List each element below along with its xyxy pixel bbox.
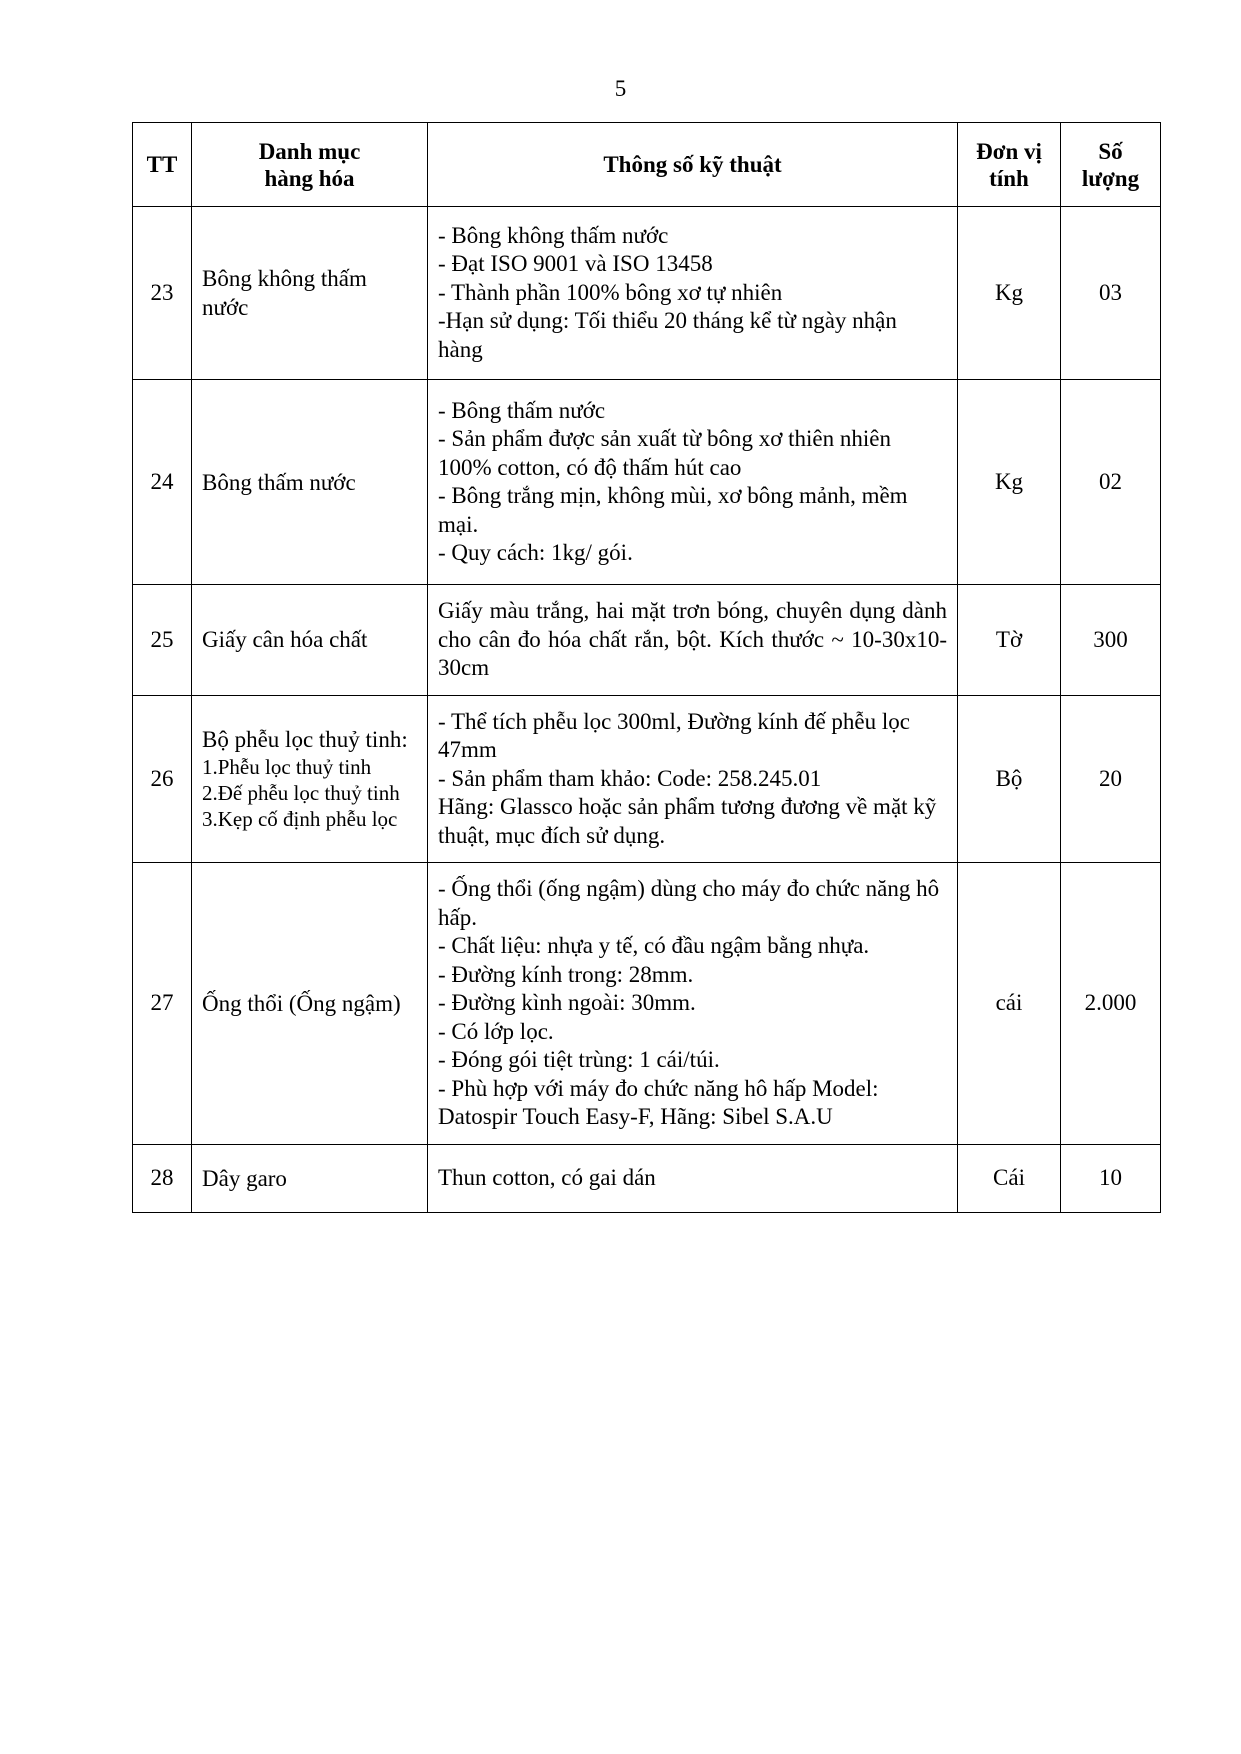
row-specification: - Bông không thấm nước - Đạt ISO 9001 và ISO 13458 - Thành phần 100% bông xơ tự nhiên -Hạn sử dụng: Tối thiểu 20 tháng kể từ ngày nhận hàng — [428, 207, 958, 380]
page-number: 5 — [614, 76, 627, 101]
row-specification: Thun cotton, có gai dán — [428, 1144, 958, 1212]
row-quantity: 20 — [1061, 695, 1161, 863]
row-quantity: 300 — [1061, 585, 1161, 696]
row-tt: 27 — [133, 863, 192, 1145]
row-item-name: Bông thấm nước — [192, 380, 428, 585]
row-item-components: 1.Phễu lọc thuỷ tinh 2.Đế phễu lọc thuỷ tinh 3.Kẹp cố định phễu lọc — [202, 754, 400, 831]
table-row — [133, 695, 1161, 863]
row-tt: 24 — [133, 380, 192, 585]
header-specification: Thông số kỹ thuật — [428, 123, 958, 207]
header-quantity: Số lượng — [1061, 123, 1161, 207]
header-item-name: Danh mục hàng hóa — [192, 123, 428, 207]
row-item-name: Dây garo — [192, 1144, 428, 1212]
row-unit: Bộ — [958, 695, 1061, 863]
row-item-name-cell — [192, 695, 428, 863]
header-tt: TT — [133, 123, 192, 207]
header-unit: Đơn vị tính — [958, 123, 1061, 207]
row-quantity: 2.000 — [1061, 863, 1161, 1145]
row-unit: Kg — [958, 207, 1061, 380]
row-quantity: 03 — [1061, 207, 1161, 380]
row-specification: - Bông thấm nước - Sản phẩm được sản xuất từ bông xơ thiên nhiên 100% cotton, có độ thấm hút cao - Bông trắng mịn, không mùi, xơ bông mảnh, mềm mại. - Quy cách: 1kg/ gói. — [428, 380, 958, 585]
row-item-name: Bông không thấm nước — [192, 207, 428, 380]
row-quantity: 02 — [1061, 380, 1161, 585]
row-item-name: Ống thổi (Ống ngậm) — [192, 863, 428, 1145]
row-unit: Kg — [958, 380, 1061, 585]
table-row — [133, 207, 1161, 380]
row-item-name: Bộ phễu lọc thuỷ tinh: — [202, 726, 408, 752]
table-row — [133, 380, 1161, 585]
table-row — [133, 1144, 1161, 1212]
table-row — [133, 585, 1161, 696]
row-specification: - Ống thổi (ống ngậm) dùng cho máy đo chức năng hô hấp. - Chất liệu: nhựa y tế, có đầu ngậm bằng nhựa. - Đường kính trong: 28mm. - Đường kình ngoài: 30mm. - Có lớp lọc. - Đóng gói tiệt trùng: 1 cái/túi. - Phù hợp với máy đo chức năng hô hấp Model: Datospir Touch Easy-F, Hãng: Sibel S.A.U — [428, 863, 958, 1145]
row-specification: Giấy màu trắng, hai mặt trơn bóng, chuyên dụng dành cho cân đo hóa chất rắn, bột. Kích thước ~ 10-30x10-30cm — [428, 585, 958, 696]
row-quantity: 10 — [1061, 1144, 1161, 1212]
table-header-row — [133, 123, 1161, 207]
row-unit: cái — [958, 863, 1061, 1145]
row-tt: 25 — [133, 585, 192, 696]
row-specification: - Thể tích phễu lọc 300ml, Đường kính đế phễu lọc 47mm - Sản phẩm tham khảo: Code: 258.245.01 Hãng: Glassco hoặc sản phẩm tương đương về mặt kỹ thuật, mục đích sử dụng. — [428, 695, 958, 863]
goods-specification-table — [132, 122, 1161, 1213]
row-tt: 23 — [133, 207, 192, 380]
table-row — [133, 863, 1161, 1145]
row-unit: Tờ — [958, 585, 1061, 696]
row-tt: 28 — [133, 1144, 192, 1212]
row-tt: 26 — [133, 695, 192, 863]
row-item-name: Giấy cân hóa chất — [192, 585, 428, 696]
row-unit: Cái — [958, 1144, 1061, 1212]
